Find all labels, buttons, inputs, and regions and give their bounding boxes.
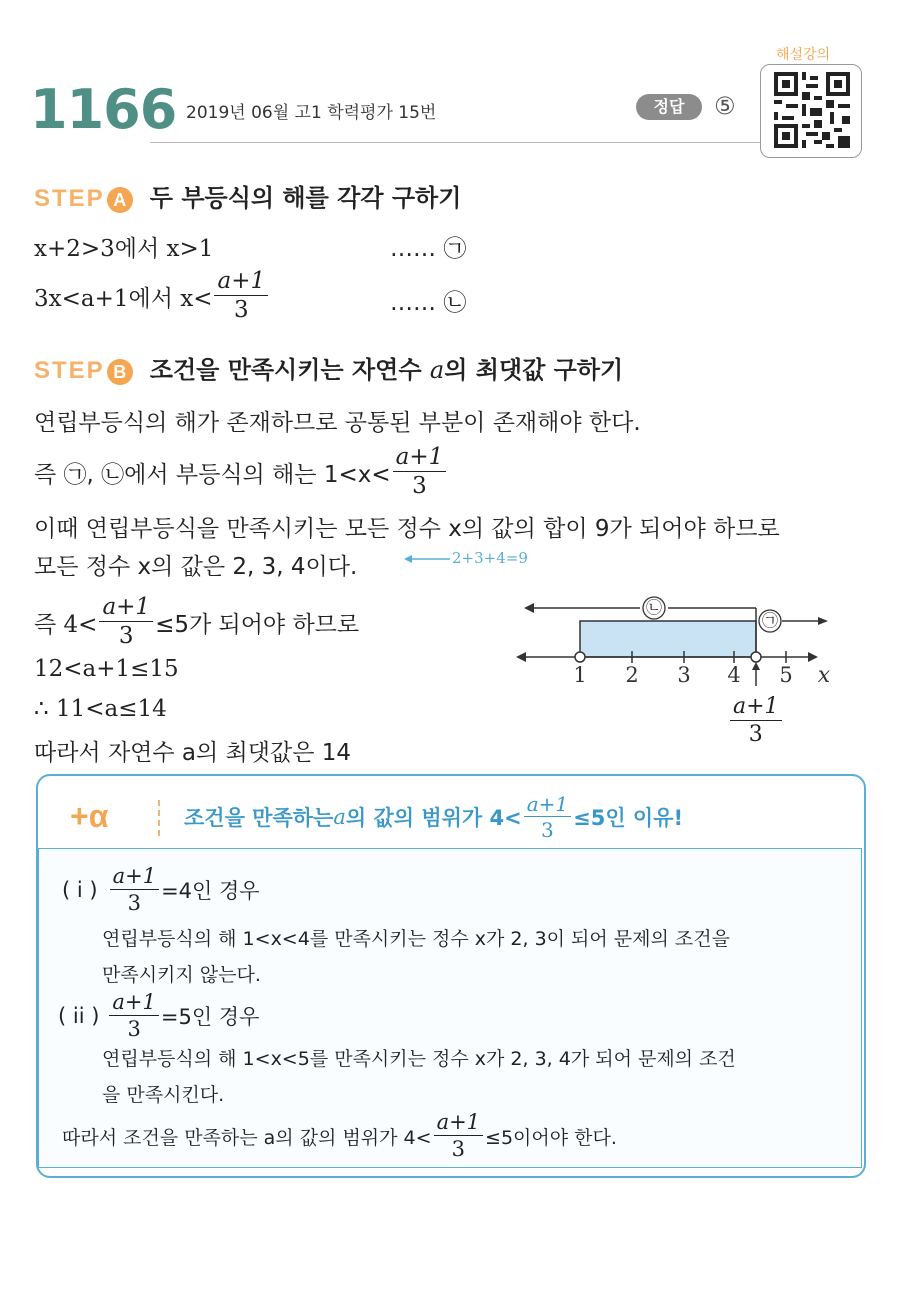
lecture-label: 해설강의 xyxy=(776,47,831,63)
label-right: ㉠ xyxy=(761,611,779,630)
answer-badge xyxy=(636,94,702,120)
tip-title: 조건을 만족하는 a 의 값의 범위가 4< $\frac{a+1}{3}$ ≤5인 이유! xyxy=(184,792,684,842)
step-b-line4: 모든 정수 x의 값은 2, 3, 4이다. xyxy=(34,554,358,580)
sum-note: 2+3+4=9 xyxy=(452,549,528,567)
axis-right-arrow xyxy=(808,652,818,662)
header-rule xyxy=(150,142,760,143)
left-arrowhead-top xyxy=(524,603,534,613)
step-a-fraction: $\frac{a+1}{3}$ xyxy=(214,270,268,322)
solution-region xyxy=(580,621,756,657)
case2-label: ( ii ) xyxy=(58,1004,100,1028)
label-top: ㉡ xyxy=(645,598,663,617)
case1-heading: ( i ) $\frac{a+1}{3}$ =4인 경우 xyxy=(62,864,260,915)
number-line xyxy=(510,590,850,690)
case2-line2: 을 만족시킨다. xyxy=(102,1084,225,1106)
step-b-line7: ∴ 11<a≤14 xyxy=(34,696,167,722)
step-b-title: 조건을 만족시키는 자연수 a의 최댓값 구하기 xyxy=(149,356,624,384)
step-b-letter: B xyxy=(107,359,133,385)
step-b-line8: 따라서 자연수 a의 최댓값은 14 xyxy=(34,740,352,766)
step-b-fraction-1: $\frac{a+1}{3}$ xyxy=(393,446,447,498)
step-b-line2: 즉 ㉠, ㉡에서 부등식의 해는 1<x< $\frac{a+1}{3}$ xyxy=(34,446,448,498)
answer-value: ⑤ xyxy=(714,92,736,120)
step-b-fraction-2: $\frac{a+1}{3}$ xyxy=(99,596,153,648)
step-a-mark2: ㉡ xyxy=(443,290,467,316)
conclusion: 따라서 조건을 만족하는 a의 값의 범위가 4< $\frac{a+1}{3}$ ≤5이어야 한다. xyxy=(62,1110,617,1161)
step-b-tag: STEP B xyxy=(34,357,133,384)
step-a-line2: 3x<a+1에서 x< $\frac{a+1}{3}$ xyxy=(34,270,270,322)
step-b-line1: 연립부등식의 해가 존재하므로 공통된 부분이 존재해야 한다. xyxy=(34,410,641,436)
tick-label-2: 2 xyxy=(625,663,639,687)
step-a-line2-mark: …… ㉡ xyxy=(390,290,467,316)
tick-label-4: 4 xyxy=(727,663,741,687)
tip-divider xyxy=(158,800,160,836)
case1-line2: 만족시키지 않는다. xyxy=(102,964,261,986)
step-a-tag: STEP A xyxy=(34,185,133,212)
step-a-title: 두 부등식의 해를 각각 구하기 xyxy=(149,184,462,212)
note-arrow xyxy=(404,552,450,566)
case1-line1: 연립부등식의 해 1<x<4를 만족시키는 정수 x가 2, 3이 되어 문제의 조건을 xyxy=(102,928,730,950)
open-point-1 xyxy=(575,652,585,662)
axis-left-arrow xyxy=(516,652,526,662)
step-b-line6: 12<a+1≤15 xyxy=(34,656,179,682)
open-point-bound xyxy=(751,652,761,662)
step-b-header xyxy=(34,350,623,385)
step-a-line1: x+2>3에서 x>1 xyxy=(34,236,214,262)
step-a-mark1: ㉠ xyxy=(443,236,467,262)
problem-number: 1166 xyxy=(30,78,177,141)
tick-label-1: 1 xyxy=(573,663,587,687)
step-a-header xyxy=(34,178,461,213)
tip-badge: +α xyxy=(70,798,109,834)
step-a-line1-mark: …… ㉠ xyxy=(390,236,467,262)
step-b-line5: 즉 4< $\frac{a+1}{3}$ ≤5가 되어야 하므로 xyxy=(34,594,360,649)
step-b-line3: 이때 연립부등식을 만족시키는 모든 정수 x의 값의 합이 9가 되어야 하므로 xyxy=(34,516,780,542)
numberline-fraction: $\frac{a+1}{3}$ xyxy=(728,696,784,746)
right-arrowhead xyxy=(818,617,828,625)
step-a-letter: A xyxy=(107,187,133,213)
problem-source: 2019년 06월 고1 학력평가 15번 xyxy=(186,103,437,123)
case2-heading: ( ii ) $\frac{a+1}{3}$ =5인 경우 xyxy=(58,990,260,1041)
pointer-arrowhead xyxy=(752,662,760,670)
case2-line1: 연립부등식의 해 1<x<5를 만족시키는 정수 x가 2, 3, 4가 되어 문제의 조건 xyxy=(102,1048,736,1070)
answer-label: 정답 xyxy=(653,97,685,116)
tick-label-5: 5 xyxy=(779,663,793,687)
axis-var-label: x xyxy=(817,663,831,688)
case1-label: ( i ) xyxy=(62,878,98,902)
tick-label-3: 3 xyxy=(677,663,691,687)
qr-code-icon[interactable] xyxy=(774,72,850,148)
